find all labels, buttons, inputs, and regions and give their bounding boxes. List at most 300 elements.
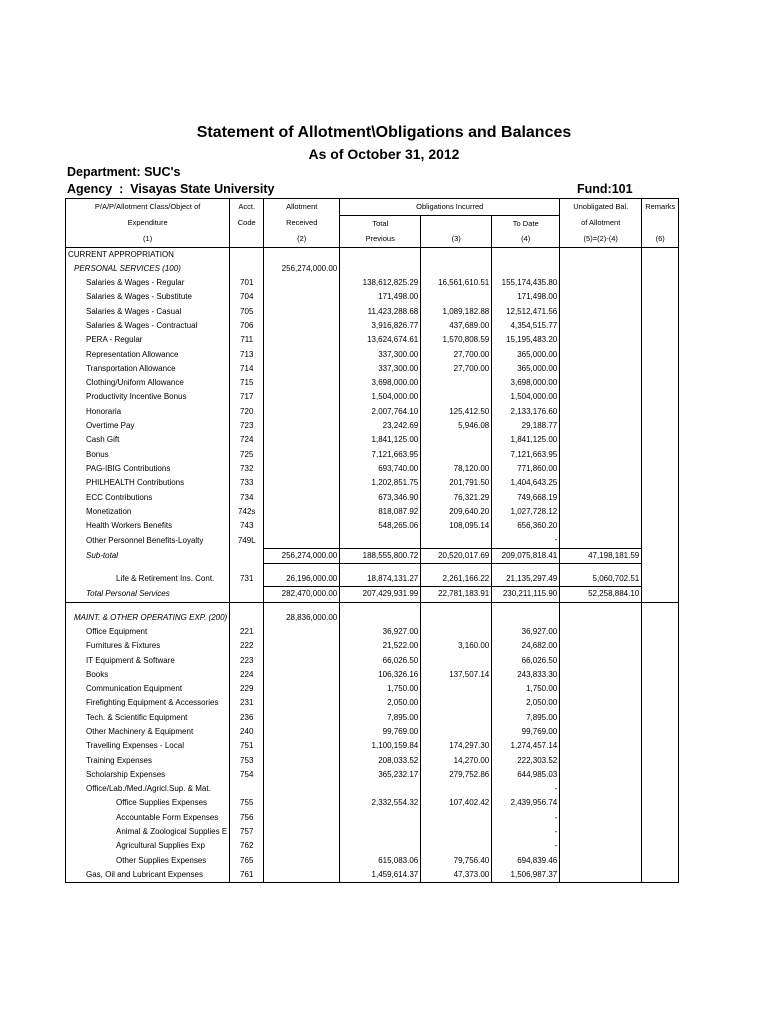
acct-code: 222 bbox=[230, 639, 264, 653]
amount-cur: 1,570,808.59 bbox=[421, 333, 492, 347]
acct-code: 733 bbox=[230, 476, 264, 490]
spacer-row bbox=[66, 564, 679, 573]
amount-unob bbox=[560, 433, 642, 447]
amount-unob bbox=[560, 276, 642, 290]
amount-cur: 79,756.40 bbox=[421, 854, 492, 868]
remarks-cell bbox=[642, 682, 679, 696]
amount-prev: 106,326.16 bbox=[340, 668, 421, 682]
amount-allot bbox=[264, 754, 340, 768]
table-row bbox=[66, 839, 679, 853]
amount-todate: - bbox=[492, 825, 560, 839]
row-label: Office Equipment bbox=[66, 625, 230, 639]
amount-unob bbox=[560, 782, 642, 796]
amount-prev: 208,033.52 bbox=[340, 754, 421, 768]
amount-unob bbox=[560, 639, 642, 653]
amount-todate: 7,895.00 bbox=[492, 711, 560, 725]
amount-prev bbox=[340, 782, 421, 796]
spacer-cell bbox=[264, 602, 340, 611]
remarks-cell bbox=[642, 839, 679, 853]
col-obligations-header: Obligations Incurred bbox=[340, 199, 560, 216]
row-label: Cash Gift bbox=[66, 433, 230, 447]
table-row bbox=[66, 376, 679, 390]
amount-allot: 256,274,000.00 bbox=[264, 548, 340, 563]
table-row bbox=[66, 587, 679, 602]
header-cell: (1) bbox=[66, 231, 230, 247]
amount-unob bbox=[560, 696, 642, 710]
remarks-cell bbox=[642, 519, 679, 533]
header-cell: (6) bbox=[642, 231, 679, 247]
col-code-header: Acct. bbox=[230, 199, 264, 216]
amount-cur: 76,321.29 bbox=[421, 491, 492, 505]
amount-cur bbox=[421, 654, 492, 668]
header-cell bbox=[421, 215, 492, 231]
acct-code: 755 bbox=[230, 796, 264, 810]
table-row bbox=[66, 305, 679, 319]
table-row bbox=[66, 711, 679, 725]
amount-prev: 171,498.00 bbox=[340, 290, 421, 304]
amount-prev: 1,841,125.00 bbox=[340, 433, 421, 447]
amount-unob: 5,060,702.51 bbox=[560, 572, 642, 587]
remarks-cell bbox=[642, 362, 679, 376]
amount-cur: 3,160.00 bbox=[421, 639, 492, 653]
remarks-cell bbox=[642, 868, 679, 883]
acct-code: 761 bbox=[230, 868, 264, 883]
amount-todate: 209,075,818.41 bbox=[492, 548, 560, 563]
table-row bbox=[66, 262, 679, 276]
acct-code: 765 bbox=[230, 854, 264, 868]
amount-unob bbox=[560, 319, 642, 333]
acct-code: 762 bbox=[230, 839, 264, 853]
amount-unob bbox=[560, 768, 642, 782]
fund-label: Fund:101 bbox=[577, 182, 633, 196]
remarks-cell bbox=[642, 611, 679, 625]
amount-prev: 3,916,826.77 bbox=[340, 319, 421, 333]
amount-todate bbox=[492, 247, 560, 262]
remarks-cell bbox=[642, 319, 679, 333]
amount-cur: 2,261,166.22 bbox=[421, 572, 492, 587]
amount-todate: 1,841,125.00 bbox=[492, 433, 560, 447]
table-row bbox=[66, 868, 679, 883]
amount-todate: 694,839.46 bbox=[492, 854, 560, 868]
acct-code: 717 bbox=[230, 390, 264, 404]
amount-cur bbox=[421, 533, 492, 548]
amount-prev: 337,300.00 bbox=[340, 362, 421, 376]
row-label: Health Workers Benefits bbox=[66, 519, 230, 533]
amount-prev: 7,121,663.95 bbox=[340, 448, 421, 462]
amount-allot bbox=[264, 476, 340, 490]
amount-todate: - bbox=[492, 839, 560, 853]
amount-cur bbox=[421, 711, 492, 725]
amount-cur: 14,270.00 bbox=[421, 754, 492, 768]
table-row bbox=[66, 419, 679, 433]
amount-allot bbox=[264, 768, 340, 782]
amount-unob bbox=[560, 725, 642, 739]
amount-todate: 365,000.00 bbox=[492, 348, 560, 362]
amount-todate: 171,498.00 bbox=[492, 290, 560, 304]
spacer-cell bbox=[642, 564, 679, 573]
remarks-cell bbox=[642, 782, 679, 796]
table-row bbox=[66, 668, 679, 682]
header-cell: Code bbox=[230, 215, 264, 231]
remarks-cell bbox=[642, 533, 679, 548]
amount-allot bbox=[264, 711, 340, 725]
spacer-cell bbox=[264, 564, 340, 573]
table-row bbox=[66, 654, 679, 668]
table-row bbox=[66, 611, 679, 625]
remarks-cell bbox=[642, 290, 679, 304]
table-row bbox=[66, 811, 679, 825]
amount-cur bbox=[421, 682, 492, 696]
amount-prev: 693,740.00 bbox=[340, 462, 421, 476]
remarks-cell bbox=[642, 348, 679, 362]
amount-unob bbox=[560, 754, 642, 768]
table-row bbox=[66, 625, 679, 639]
acct-code: 757 bbox=[230, 825, 264, 839]
acct-code: 724 bbox=[230, 433, 264, 447]
amount-prev: 1,202,851.75 bbox=[340, 476, 421, 490]
amount-todate bbox=[492, 611, 560, 625]
amount-allot bbox=[264, 625, 340, 639]
header-cell: Expenditure bbox=[66, 215, 230, 231]
acct-code bbox=[230, 611, 264, 625]
header-cell bbox=[230, 231, 264, 247]
amount-todate bbox=[492, 262, 560, 276]
amount-todate: 656,360.20 bbox=[492, 519, 560, 533]
amount-allot bbox=[264, 505, 340, 519]
table-row bbox=[66, 491, 679, 505]
row-label: Firefighting Equipment & Accessories bbox=[66, 696, 230, 710]
table-row bbox=[66, 682, 679, 696]
amount-cur bbox=[421, 696, 492, 710]
amount-unob bbox=[560, 739, 642, 753]
header-row-3 bbox=[66, 231, 679, 247]
remarks-cell bbox=[642, 725, 679, 739]
amount-cur: 16,561,610.51 bbox=[421, 276, 492, 290]
row-label: PAG-IBIG Contributions bbox=[66, 462, 230, 476]
spacer-cell bbox=[492, 602, 560, 611]
document-title: Statement of Allotment\Obligations and Balances bbox=[196, 124, 572, 141]
acct-code bbox=[230, 548, 264, 563]
acct-code: 754 bbox=[230, 768, 264, 782]
amount-prev bbox=[340, 811, 421, 825]
row-label: Clothing/Uniform Allowance bbox=[66, 376, 230, 390]
amount-allot bbox=[264, 247, 340, 262]
row-label: Office/Lab./Med./Agricl.Sup. & Mat. bbox=[66, 782, 230, 796]
table-row bbox=[66, 476, 679, 490]
row-label: PHILHEALTH Contributions bbox=[66, 476, 230, 490]
amount-prev bbox=[340, 262, 421, 276]
amount-todate: 1,027,728.12 bbox=[492, 505, 560, 519]
table-row bbox=[66, 348, 679, 362]
amount-allot bbox=[264, 491, 340, 505]
table-row bbox=[66, 519, 679, 533]
acct-code: 240 bbox=[230, 725, 264, 739]
amount-prev: 2,007,764.10 bbox=[340, 405, 421, 419]
table-row bbox=[66, 639, 679, 653]
amount-allot bbox=[264, 390, 340, 404]
amount-prev: 548,265.06 bbox=[340, 519, 421, 533]
table-row bbox=[66, 390, 679, 404]
amount-prev bbox=[340, 533, 421, 548]
header-cell bbox=[642, 215, 679, 231]
acct-code: 223 bbox=[230, 654, 264, 668]
acct-code: 711 bbox=[230, 333, 264, 347]
amount-todate: - bbox=[492, 533, 560, 548]
spacer-cell bbox=[560, 602, 642, 611]
amount-unob bbox=[560, 668, 642, 682]
acct-code: 704 bbox=[230, 290, 264, 304]
row-label: Gas, Oil and Lubricant Expenses bbox=[66, 868, 230, 883]
row-label: Sub-total bbox=[66, 548, 230, 563]
amount-cur bbox=[421, 625, 492, 639]
header-row-2 bbox=[66, 215, 679, 231]
remarks-cell bbox=[642, 587, 679, 602]
amount-allot bbox=[264, 811, 340, 825]
row-label: PERSONAL SERVICES (100) bbox=[66, 262, 230, 276]
amount-allot bbox=[264, 654, 340, 668]
remarks-cell bbox=[642, 390, 679, 404]
row-label: MAINT. & OTHER OPERATING EXP. (200) bbox=[66, 611, 230, 625]
amount-unob bbox=[560, 348, 642, 362]
amount-allot bbox=[264, 519, 340, 533]
spacer-cell bbox=[66, 564, 230, 573]
amount-todate: 230,211,115.90 bbox=[492, 587, 560, 602]
acct-code: 756 bbox=[230, 811, 264, 825]
amount-allot bbox=[264, 639, 340, 653]
amount-allot bbox=[264, 796, 340, 810]
remarks-cell bbox=[642, 696, 679, 710]
amount-prev bbox=[340, 611, 421, 625]
acct-code: 224 bbox=[230, 668, 264, 682]
remarks-cell bbox=[642, 405, 679, 419]
row-label: Total Personal Services bbox=[66, 587, 230, 602]
amount-allot bbox=[264, 305, 340, 319]
amount-prev: 138,612,825.29 bbox=[340, 276, 421, 290]
amount-prev: 21,522.00 bbox=[340, 639, 421, 653]
table-row bbox=[66, 796, 679, 810]
amount-allot bbox=[264, 276, 340, 290]
row-label: Communication Equipment bbox=[66, 682, 230, 696]
spacer-cell bbox=[66, 602, 230, 611]
amount-allot bbox=[264, 668, 340, 682]
spacer-cell bbox=[560, 564, 642, 573]
remarks-cell bbox=[642, 419, 679, 433]
table-row bbox=[66, 739, 679, 753]
amount-unob bbox=[560, 825, 642, 839]
remarks-cell bbox=[642, 491, 679, 505]
table-row bbox=[66, 462, 679, 476]
amount-unob bbox=[560, 376, 642, 390]
remarks-cell bbox=[642, 811, 679, 825]
table-row bbox=[66, 768, 679, 782]
amount-unob bbox=[560, 533, 642, 548]
row-label: IT Equipment & Software bbox=[66, 654, 230, 668]
amount-todate: 749,668.19 bbox=[492, 491, 560, 505]
acct-code: 732 bbox=[230, 462, 264, 476]
acct-code: 720 bbox=[230, 405, 264, 419]
row-label: Salaries & Wages - Contractual bbox=[66, 319, 230, 333]
amount-prev: 11,423,288.68 bbox=[340, 305, 421, 319]
amount-cur bbox=[421, 390, 492, 404]
remarks-cell bbox=[642, 333, 679, 347]
amount-prev bbox=[340, 247, 421, 262]
amount-cur bbox=[421, 811, 492, 825]
amount-todate: 243,833.30 bbox=[492, 668, 560, 682]
amount-unob bbox=[560, 333, 642, 347]
row-label: Representation Allowance bbox=[66, 348, 230, 362]
amount-allot bbox=[264, 696, 340, 710]
remarks-cell bbox=[642, 711, 679, 725]
amount-allot bbox=[264, 868, 340, 883]
amount-allot bbox=[264, 782, 340, 796]
table-row bbox=[66, 505, 679, 519]
table-row bbox=[66, 548, 679, 563]
amount-cur bbox=[421, 725, 492, 739]
remarks-cell bbox=[642, 825, 679, 839]
row-label: Accountable Form Expenses bbox=[66, 811, 230, 825]
acct-code: 725 bbox=[230, 448, 264, 462]
amount-unob bbox=[560, 305, 642, 319]
amount-cur bbox=[421, 825, 492, 839]
amount-allot bbox=[264, 419, 340, 433]
amount-cur: 1,089,182.88 bbox=[421, 305, 492, 319]
amount-unob bbox=[560, 419, 642, 433]
remarks-cell bbox=[642, 476, 679, 490]
table-row bbox=[66, 319, 679, 333]
remarks-cell bbox=[642, 262, 679, 276]
remarks-cell bbox=[642, 247, 679, 262]
remarks-cell bbox=[642, 625, 679, 639]
amount-unob bbox=[560, 247, 642, 262]
amount-cur: 201,791.50 bbox=[421, 476, 492, 490]
remarks-cell bbox=[642, 548, 679, 563]
acct-code: 236 bbox=[230, 711, 264, 725]
amount-allot bbox=[264, 462, 340, 476]
acct-code: 731 bbox=[230, 572, 264, 587]
row-label: Scholarship Expenses bbox=[66, 768, 230, 782]
row-label: Training Expenses bbox=[66, 754, 230, 768]
amount-allot bbox=[264, 682, 340, 696]
amount-unob bbox=[560, 462, 642, 476]
row-label: Other Supplies Expenses bbox=[66, 854, 230, 868]
amount-todate: 644,985.03 bbox=[492, 768, 560, 782]
amount-cur bbox=[421, 782, 492, 796]
amount-allot: 28,836,000.00 bbox=[264, 611, 340, 625]
amount-unob bbox=[560, 505, 642, 519]
table-row bbox=[66, 405, 679, 419]
remarks-cell bbox=[642, 433, 679, 447]
acct-code bbox=[230, 587, 264, 602]
amount-todate: - bbox=[492, 782, 560, 796]
row-label: Animal & Zoological Supplies E bbox=[66, 825, 230, 839]
spacer-cell bbox=[421, 602, 492, 611]
spacer-cell bbox=[230, 602, 264, 611]
row-label: Other Machinery & Equipment bbox=[66, 725, 230, 739]
amount-unob bbox=[560, 491, 642, 505]
amount-cur bbox=[421, 839, 492, 853]
amount-prev: 66,026.50 bbox=[340, 654, 421, 668]
amount-prev: 7,895.00 bbox=[340, 711, 421, 725]
table-row bbox=[66, 533, 679, 548]
acct-code bbox=[230, 782, 264, 796]
amount-prev: 207,429,931.99 bbox=[340, 587, 421, 602]
col-unobligated-header: Unobligated Bal. bbox=[560, 199, 642, 216]
amount-unob bbox=[560, 811, 642, 825]
remarks-cell bbox=[642, 276, 679, 290]
acct-code: 706 bbox=[230, 319, 264, 333]
acct-code: 701 bbox=[230, 276, 264, 290]
amount-prev: 1,459,614.37 bbox=[340, 868, 421, 883]
amount-cur: 27,700.00 bbox=[421, 362, 492, 376]
amount-cur: 107,402.42 bbox=[421, 796, 492, 810]
amount-allot: 26,196,000.00 bbox=[264, 572, 340, 587]
acct-code bbox=[230, 262, 264, 276]
remarks-cell bbox=[642, 639, 679, 653]
amount-todate: 3,698,000.00 bbox=[492, 376, 560, 390]
remarks-cell bbox=[642, 768, 679, 782]
amount-unob bbox=[560, 682, 642, 696]
amount-todate: - bbox=[492, 811, 560, 825]
table-row bbox=[66, 782, 679, 796]
amount-allot bbox=[264, 290, 340, 304]
table-row bbox=[66, 725, 679, 739]
acct-code: 221 bbox=[230, 625, 264, 639]
amount-cur bbox=[421, 262, 492, 276]
table-row bbox=[66, 696, 679, 710]
row-label: CURRENT APPROPRIATION bbox=[66, 247, 230, 262]
amount-unob bbox=[560, 448, 642, 462]
amount-prev: 365,232.17 bbox=[340, 768, 421, 782]
amount-todate: 771,860.00 bbox=[492, 462, 560, 476]
row-label: Other Personnel Benefits-Loyalty bbox=[66, 533, 230, 548]
amount-cur bbox=[421, 290, 492, 304]
amount-todate: 1,506,987.37 bbox=[492, 868, 560, 883]
acct-code bbox=[230, 247, 264, 262]
acct-code: 229 bbox=[230, 682, 264, 696]
amount-todate: 2,133,176.60 bbox=[492, 405, 560, 419]
acct-code: 734 bbox=[230, 491, 264, 505]
amount-allot bbox=[264, 448, 340, 462]
table-row bbox=[66, 572, 679, 587]
spacer-cell bbox=[230, 564, 264, 573]
amount-allot bbox=[264, 348, 340, 362]
amount-unob bbox=[560, 405, 642, 419]
amount-cur: 5,946.08 bbox=[421, 419, 492, 433]
row-label: Life & Retirement Ins. Cont. bbox=[66, 572, 230, 587]
amount-prev: 23,242.69 bbox=[340, 419, 421, 433]
amount-unob: 52,258,884.10 bbox=[560, 587, 642, 602]
amount-todate: 1,750.00 bbox=[492, 682, 560, 696]
amount-prev: 36,927.00 bbox=[340, 625, 421, 639]
acct-code: 715 bbox=[230, 376, 264, 390]
amount-cur: 279,752.86 bbox=[421, 768, 492, 782]
amount-cur: 209,640.20 bbox=[421, 505, 492, 519]
amount-allot bbox=[264, 839, 340, 853]
remarks-cell bbox=[642, 854, 679, 868]
remarks-cell bbox=[642, 505, 679, 519]
table-row bbox=[66, 754, 679, 768]
col-expenditure-header: P/A/P/Allotment Class/Object of bbox=[66, 199, 230, 216]
acct-code: 723 bbox=[230, 419, 264, 433]
amount-unob: 47,198,181.59 bbox=[560, 548, 642, 563]
table-row bbox=[66, 290, 679, 304]
amount-prev: 1,100,159.84 bbox=[340, 739, 421, 753]
amount-unob bbox=[560, 611, 642, 625]
row-label: Office Supplies Expenses bbox=[66, 796, 230, 810]
spacer-cell bbox=[642, 602, 679, 611]
amount-cur: 174,297.30 bbox=[421, 739, 492, 753]
row-label: PERA - Regular bbox=[66, 333, 230, 347]
